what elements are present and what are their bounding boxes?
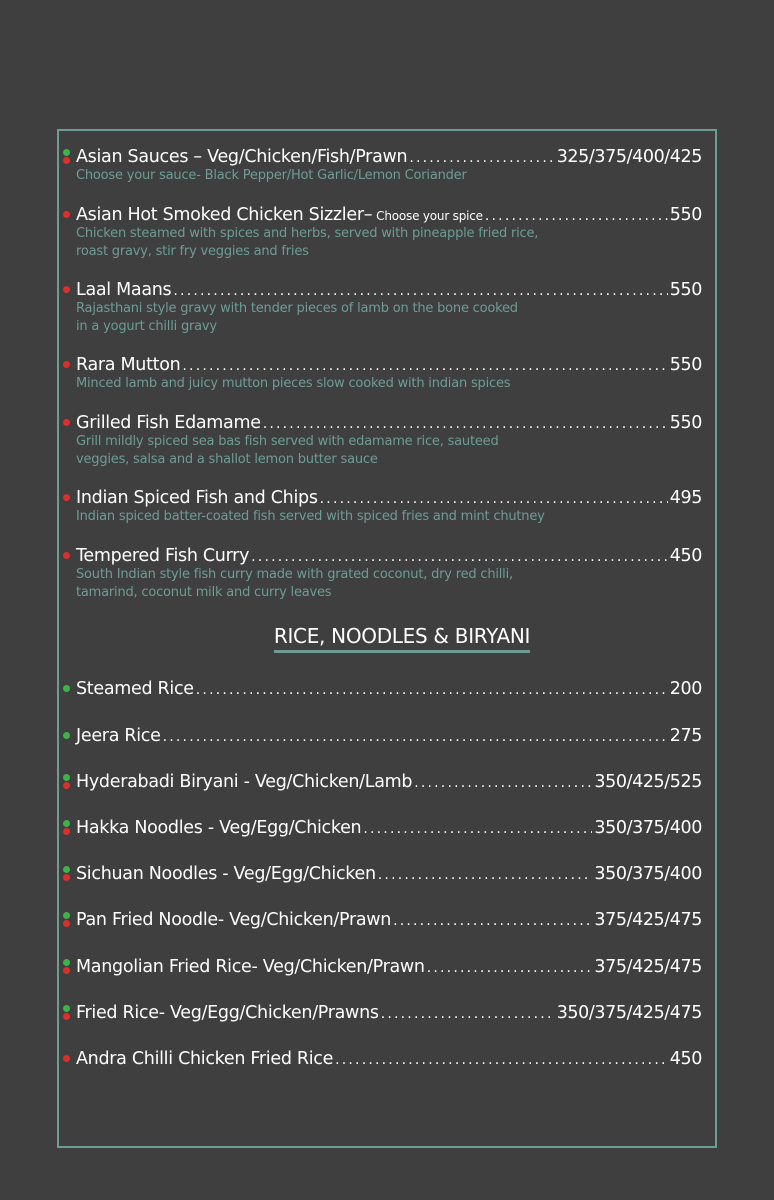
item-price: 550 bbox=[669, 355, 702, 375]
nonveg-marker-icon bbox=[62, 415, 71, 431]
item-description: Rajasthani style gravy with tender pieces of lamb on the bone cooked in a yogurt chilli gravy bbox=[76, 301, 518, 334]
menu-item-rara-mutton bbox=[0, 353, 774, 393]
menu-item-hyderabadi-biryani bbox=[0, 770, 774, 794]
leader-dots bbox=[363, 817, 592, 841]
menu-item-hakka-noodles bbox=[0, 816, 774, 840]
nonveg-marker-icon bbox=[62, 282, 71, 298]
veg-nonveg-marker-icon bbox=[62, 149, 71, 165]
item-name: Indian Spiced Fish and Chips bbox=[76, 488, 318, 508]
veg-nonveg-marker-icon bbox=[62, 774, 71, 790]
leader-dots bbox=[427, 956, 593, 980]
veg-marker-icon bbox=[62, 728, 71, 744]
item-price: 450 bbox=[669, 1049, 702, 1069]
menu-item-tempered-fish-curry bbox=[0, 544, 774, 601]
item-name: Hyderabadi Biryani - Veg/Chicken/Lamb bbox=[76, 772, 413, 792]
item-price: 550 bbox=[669, 205, 702, 225]
item-price: 550 bbox=[669, 280, 702, 300]
item-name: Grilled Fish Edamame bbox=[76, 413, 261, 433]
nonveg-marker-icon bbox=[62, 357, 71, 373]
nonveg-marker-icon bbox=[62, 548, 71, 564]
veg-nonveg-marker-icon bbox=[62, 866, 71, 882]
item-name: Hakka Noodles - Veg/Egg/Chicken bbox=[76, 818, 362, 838]
item-name: Pan Fried Noodle- Veg/Chicken/Prawn bbox=[76, 910, 392, 930]
nonveg-marker-icon bbox=[62, 207, 71, 223]
item-price: 275 bbox=[669, 726, 702, 746]
item-name: Tempered Fish Curry bbox=[76, 546, 250, 566]
item-name: Andra Chilli Chicken Fried Rice bbox=[76, 1049, 334, 1069]
menu-item-steamed-rice bbox=[0, 677, 774, 701]
menu-item-asian-sauces bbox=[0, 145, 774, 185]
item-price: 350/375/425/475 bbox=[556, 1003, 702, 1023]
leader-dots bbox=[335, 1048, 668, 1072]
item-description: Indian spiced batter-coated fish served with spiced fries and mint chutney bbox=[76, 509, 545, 524]
veg-nonveg-marker-icon bbox=[62, 820, 71, 836]
item-price: 350/375/400 bbox=[594, 864, 702, 884]
menu-item-pan-fried-noodle bbox=[0, 908, 774, 932]
menu-item-andra-chilli-chicken-fried-rice bbox=[0, 1047, 774, 1071]
menu-item-sichuan-noodles bbox=[0, 862, 774, 886]
menu-item-fried-rice bbox=[0, 1001, 774, 1025]
item-price: 200 bbox=[669, 679, 702, 699]
leader-dots bbox=[381, 1002, 555, 1026]
item-description: Grill mildly spiced sea bas fish served with edamame rice, sauteed veggies, salsa and a shallot lemon butter sauce bbox=[76, 434, 499, 467]
item-price: 325/375/400/425 bbox=[556, 147, 702, 167]
item-price: 550 bbox=[669, 413, 702, 433]
leader-dots bbox=[196, 678, 668, 702]
item-name: Asian Sauces – Veg/Chicken/Fish/Prawn bbox=[76, 147, 408, 167]
item-note: Choose your spice bbox=[376, 209, 483, 223]
item-description: South Indian style fish curry made with grated coconut, dry red chilli, tamarind, coconut milk and curry leaves bbox=[76, 567, 513, 600]
menu-item-hot-smoked-chicken-sizzler bbox=[0, 203, 774, 260]
item-name: Mangolian Fried Rice- Veg/Chicken/Prawn bbox=[76, 957, 425, 977]
item-price: 375/425/475 bbox=[594, 957, 702, 977]
item-name: Rara Mutton bbox=[76, 355, 181, 375]
veg-marker-icon bbox=[62, 681, 71, 697]
leader-dots bbox=[163, 725, 668, 749]
leader-dots bbox=[393, 909, 592, 933]
section-title: RICE, NOODLES & BIRYANI bbox=[0, 624, 774, 653]
item-price: 375/425/475 bbox=[594, 910, 702, 930]
veg-nonveg-marker-icon bbox=[62, 912, 71, 928]
nonveg-marker-icon bbox=[62, 490, 71, 506]
item-name: Fried Rice- Veg/Egg/Chicken/Prawns bbox=[76, 1003, 379, 1023]
item-price: 350/375/400 bbox=[594, 818, 702, 838]
item-price: 450 bbox=[669, 546, 702, 566]
leader-dots bbox=[378, 863, 593, 887]
item-name: Steamed Rice bbox=[76, 679, 194, 699]
menu-item-grilled-fish-edamame bbox=[0, 411, 774, 468]
menu-item-indian-spiced-fish-and-chips bbox=[0, 486, 774, 526]
item-name: Asian Hot Smoked Chicken Sizzler– bbox=[76, 205, 373, 225]
nonveg-marker-icon bbox=[62, 1051, 71, 1067]
menu-item-laal-maans bbox=[0, 278, 774, 335]
item-name: Sichuan Noodles - Veg/Egg/Chicken bbox=[76, 864, 376, 884]
menu-item-jeera-rice bbox=[0, 724, 774, 748]
item-description: Minced lamb and juicy mutton pieces slow cooked with indian spices bbox=[76, 376, 511, 391]
item-price: 350/425/525 bbox=[594, 772, 702, 792]
leader-dots bbox=[414, 771, 592, 795]
item-name: Laal Maans bbox=[76, 280, 172, 300]
item-price: 495 bbox=[669, 488, 702, 508]
veg-nonveg-marker-icon bbox=[62, 959, 71, 975]
item-name: Jeera Rice bbox=[76, 726, 161, 746]
menu-item-mangolian-fried-rice bbox=[0, 955, 774, 979]
item-description: Chicken steamed with spices and herbs, served with pineapple fried rice, roast gravy, stir fry veggies and fries bbox=[76, 226, 539, 259]
item-description: Choose your sauce- Black Pepper/Hot Garlic/Lemon Coriander bbox=[76, 168, 467, 183]
veg-nonveg-marker-icon bbox=[62, 1005, 71, 1021]
